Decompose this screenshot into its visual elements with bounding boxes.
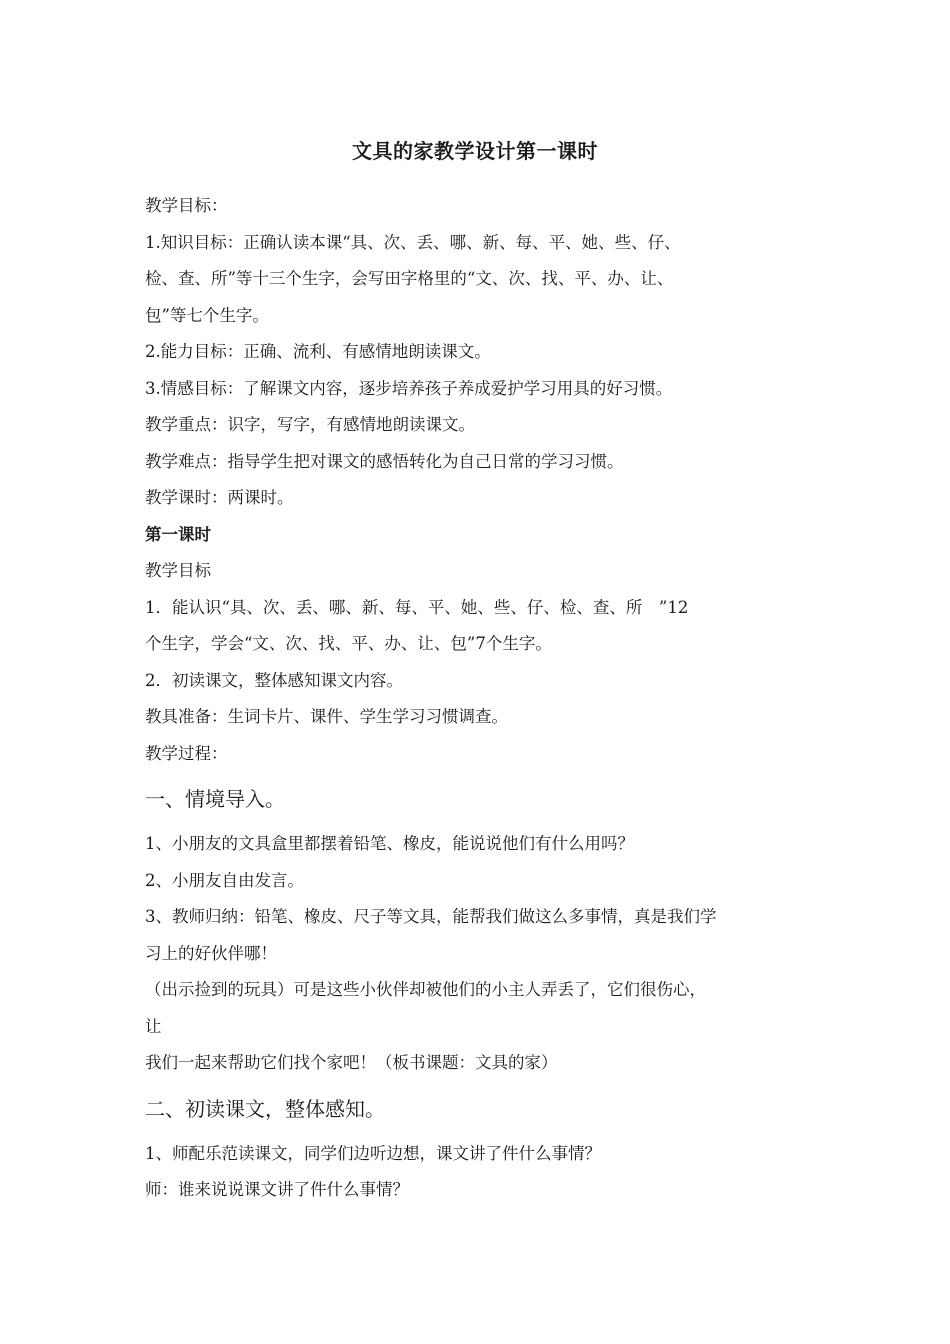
paragraph-line: 检、查、所”等十三个生字，会写田字格里的“文、次、找、平、办、让、 bbox=[145, 269, 674, 288]
paragraph-line: 教具准备：生词卡片、课件、学生学习习惯调查。 bbox=[145, 707, 508, 726]
section-heading: 一、情境导入。 bbox=[145, 787, 285, 811]
paragraph-line: 教学课时：两课时。 bbox=[145, 488, 294, 507]
section-label: 教学过程： bbox=[145, 743, 228, 763]
paragraph-line: 3、教师归纳：铅笔、橡皮、尺子等文具，能帮我们做这么多事情，真是我们学 bbox=[145, 907, 717, 926]
lesson-subheading: 第一课时 bbox=[145, 524, 211, 544]
paragraph-line: 2.能力目标：正确、流利、有感情地朗读课文。 bbox=[145, 342, 491, 361]
paragraph-line: 师：谁来说说课文讲了件什么事情？ bbox=[145, 1180, 409, 1199]
document-title: 文具的家教学设计第一课时 bbox=[352, 139, 598, 163]
paragraph-line: 3.情感目标：了解课文内容，逐步培养孩子养成爱护学习用具的好习惯。 bbox=[145, 378, 673, 398]
paragraph-line: 1．能认识“具、次、丢、哪、新、每、平、她、些、仔、检、查、所 ”12 bbox=[145, 597, 689, 617]
paragraph-line: 包”等七个生字。 bbox=[145, 305, 269, 325]
section-label-objectives: 教学目标： bbox=[145, 196, 228, 215]
paragraph-line: （出示捡到的玩具）可是这些小伙伴却被他们的小主人弄丢了，它们很伤心， bbox=[145, 980, 706, 999]
paragraph-line: 个生字，学会“文、次、找、平、办、让、包”7个生字。 bbox=[145, 634, 552, 653]
section-heading: 二、初读课文，整体感知。 bbox=[145, 1096, 385, 1121]
paragraph-line: 我们一起来帮助它们找个家吧！（板书课题：文具的家） bbox=[145, 1053, 558, 1072]
paragraph-line: 1.知识目标：正确认读本课“具、次、丢、哪、新、每、平、她、些、仔、 bbox=[145, 232, 681, 252]
paragraph-line: 习上的好伙伴哪！ bbox=[145, 943, 277, 963]
paragraph-line: 2、小朋友自由发言。 bbox=[145, 870, 304, 890]
paragraph-line: 教学难点：指导学生把对课文的感悟转化为自己日常的学习习惯。 bbox=[145, 451, 624, 471]
paragraph-line: 1、小朋友的文具盒里都摆着铅笔、橡皮，能说说他们有什么用吗？ bbox=[145, 834, 634, 853]
paragraph-line: 让 bbox=[145, 1016, 162, 1036]
paragraph-line: 2．初读课文，整体感知课文内容。 bbox=[145, 670, 403, 690]
paragraph-line: 1、师配乐范读课文，同学们边听边想，课文讲了件什么事情？ bbox=[145, 1143, 601, 1163]
section-label: 教学目标 bbox=[145, 561, 211, 580]
document-body bbox=[145, 188, 811, 1209]
paragraph-line: 教学重点：识字，写字，有感情地朗读课文。 bbox=[145, 415, 475, 434]
